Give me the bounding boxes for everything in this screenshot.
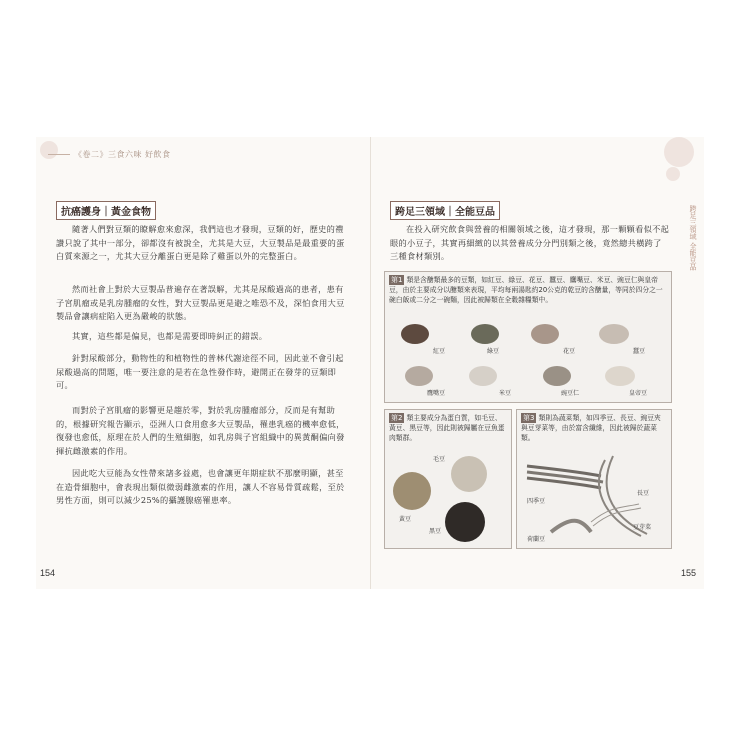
bean-label: 四季豆 bbox=[527, 498, 546, 505]
paragraph: 然而社會上對於大豆製品普遍存在著誤解，尤其是尿酸過高的患者，患有子宮肌瘤或是乳房腫瘤的女性，對大豆製品更是避之唯恐不及，深怕食用大豆製品會讓病症陷入更為嚴峻的狀態。 bbox=[56, 284, 345, 322]
panel-protein-beans bbox=[384, 409, 512, 549]
pea-image bbox=[543, 366, 571, 386]
mung-bean-image bbox=[471, 324, 499, 344]
panel-number: 第1 bbox=[391, 276, 403, 284]
panel-description: 類主要成分為蛋白質，如毛豆、黃豆、黑豆等，因此則被歸屬在豆魚蛋肉類群。 bbox=[389, 414, 505, 442]
bean-label: 綠豆 bbox=[487, 348, 500, 355]
blossom-decoration bbox=[664, 137, 694, 167]
paragraph: 因此吃大豆能為女性帶來諸多益處，也會讓更年期症狀不那麼明顯，甚至在造骨細胞中，會表現出類似微弱雌激素的作用，讓人不容易骨質疏鬆，至於男性方面，則可以減少25%的攝護腺癌罹患率。 bbox=[56, 468, 345, 506]
soybean-image bbox=[393, 472, 431, 510]
panel-text bbox=[521, 413, 667, 443]
section-title: 抗癌護身｜黃金食物 bbox=[56, 201, 156, 220]
panel-carb-beans bbox=[384, 271, 672, 403]
paragraph: 其實，這些都是偏見，也都是需要即時糾正的錯誤。 bbox=[72, 331, 268, 341]
book-spread bbox=[36, 137, 704, 589]
lima-bean-image bbox=[605, 366, 635, 386]
rice-bean-image bbox=[469, 366, 497, 386]
bean-label: 豆芽菜 bbox=[633, 524, 652, 531]
bean-label: 黃豆 bbox=[399, 516, 412, 523]
black-bean-image bbox=[445, 502, 485, 542]
paragraph: 而對於子宮肌瘤的影響更是趨於零，對於乳房腫瘤部分，反而是有幫助的，根據研究報告顯示，亞洲人口食用愈多大豆製品，罹患乳癌的機率愈低，復發也愈低，原理在於人們的生殖細胞，如乳房與子宮組織中的異黃酮偏向發揮抗雌激素的作用。 bbox=[56, 405, 345, 456]
bean-label: 豌豆仁 bbox=[561, 390, 580, 397]
bean-label: 黑豆 bbox=[429, 528, 442, 535]
panel-number: 第2 bbox=[391, 414, 403, 422]
right-page bbox=[370, 137, 704, 589]
page-number: 155 bbox=[680, 568, 696, 578]
side-tab: 跨足三領域 全能豆品 bbox=[689, 205, 697, 271]
paragraph: 隨著人們對豆類的瞭解愈來愈深，我們這也才發現，豆類的好，歷史的禮讚只說了其中一部分，卻都沒有被說全，尤其是大豆，大豆製品是最重要的蛋白質來源之一，尤其大豆分離蛋白更是除了雞蛋以外的完整蛋白。 bbox=[56, 224, 345, 262]
blossom-decoration bbox=[666, 167, 680, 181]
panel-description: 類是含醣類最多的豆類，如紅豆、綠豆、花豆、蠶豆、鷹嘴豆、米豆、豌豆仁與皇帝豆，由於主要成分以醣類來表現，平均每兩湯匙約20公克的乾豆的含醣量，等同於四分之一碗白飯或二分之一碗麵，因此被歸類在全穀雜糧類中。 bbox=[389, 276, 663, 304]
bean-label: 長豆 bbox=[637, 490, 650, 497]
panel-vegetable-beans bbox=[516, 409, 672, 549]
bean-label: 鷹嘴豆 bbox=[427, 390, 446, 397]
bean-label: 皇帝豆 bbox=[629, 390, 648, 397]
panel-text bbox=[389, 275, 667, 305]
edamame-image bbox=[451, 456, 487, 492]
running-header: 《卷二》三食六味 好飲食 bbox=[48, 149, 171, 160]
panel-description: 類則為蔬菜類，如四季豆、長豆、豌豆夾與豆芽菜等，由於富含纖維，因此被歸於蔬菜類。 bbox=[521, 414, 661, 442]
section-title: 跨足三領域｜全能豆品 bbox=[390, 201, 500, 220]
bean-label: 紅豆 bbox=[433, 348, 446, 355]
left-page bbox=[36, 137, 371, 589]
bean-label: 花豆 bbox=[563, 348, 576, 355]
red-bean-image bbox=[401, 324, 429, 344]
bean-label: 米豆 bbox=[499, 390, 512, 397]
panel-text bbox=[389, 413, 507, 443]
bean-label: 蠶豆 bbox=[633, 348, 646, 355]
bean-label: 毛豆 bbox=[433, 456, 446, 463]
flower-bean-image bbox=[531, 324, 559, 344]
broad-bean-image bbox=[599, 324, 629, 344]
chickpea-image bbox=[405, 366, 433, 386]
paragraph: 針對尿酸部分，動物性的和植物性的普林代謝途徑不同，因此並不會引起尿酸過高的問題，唯一要注意的是若在急性發作時，避開正在發芽的豆類即可。 bbox=[56, 353, 344, 391]
intro-paragraph: 在投入研究飲食與營養的相關領域之後，這才發現，那一顆顆看似不起眼的小豆子，其實再細緻的以其營養成分分門別類之後，竟然總共橫跨了三種食材類別。 bbox=[390, 224, 670, 262]
panel-number: 第3 bbox=[523, 414, 535, 422]
page-number: 154 bbox=[40, 568, 56, 578]
bean-label: 荷蘭豆 bbox=[527, 536, 546, 543]
